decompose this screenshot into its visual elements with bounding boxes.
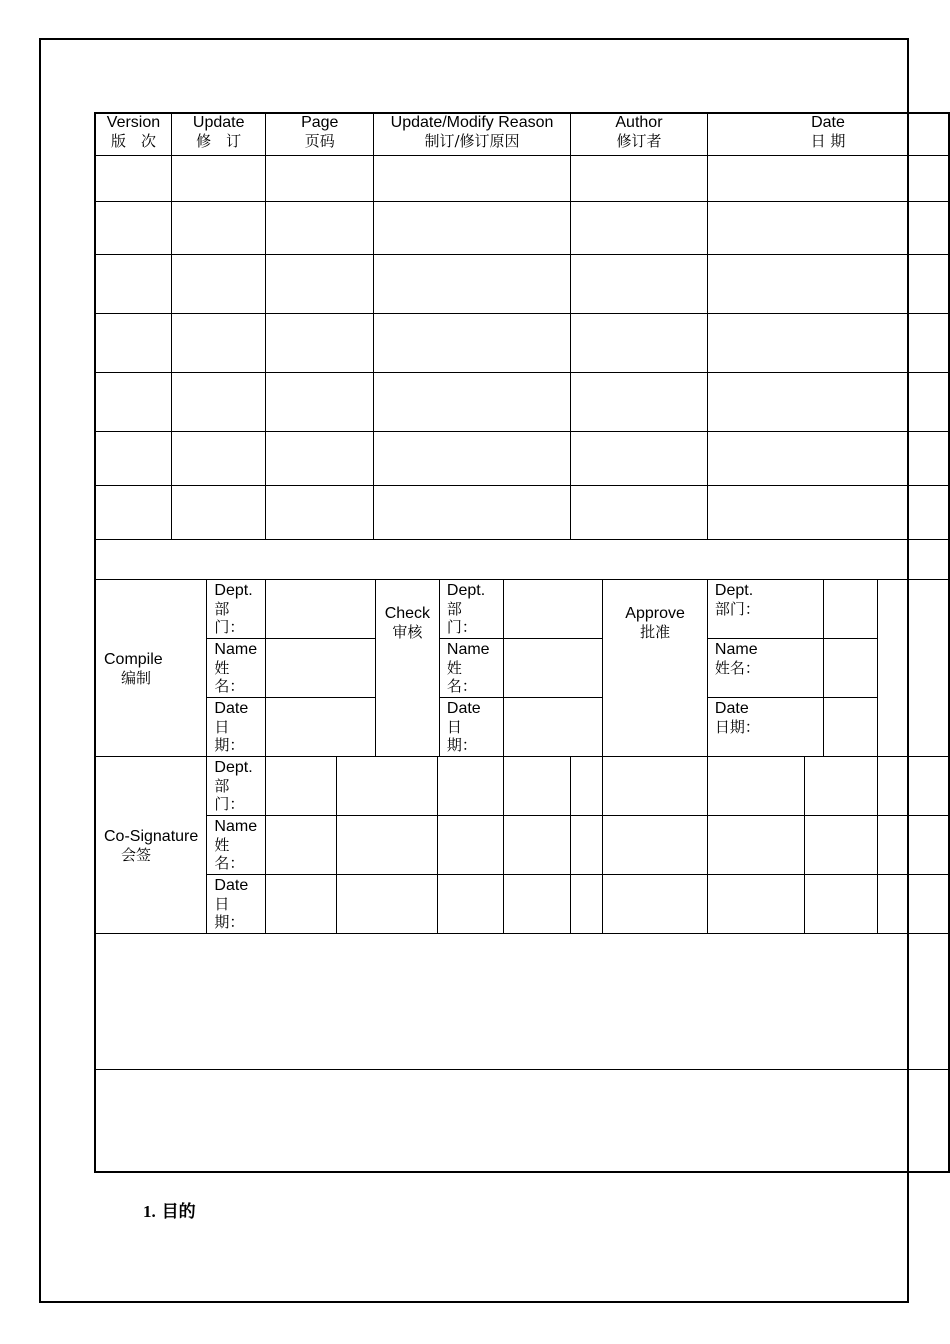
revision-cell[interactable] [95, 155, 171, 201]
revision-row [95, 372, 949, 431]
revision-cell[interactable] [171, 201, 265, 254]
revision-cell[interactable] [95, 485, 171, 539]
cosign-date-label: Date 日 期： [207, 874, 266, 933]
compile-date-field[interactable] [266, 697, 375, 756]
cosign-cell[interactable] [877, 874, 949, 933]
blank-field[interactable] [95, 933, 949, 1069]
cosign-cell[interactable] [437, 815, 503, 874]
revision-cell[interactable] [374, 485, 571, 539]
revision-cell[interactable] [570, 155, 707, 201]
cosign-cell[interactable] [504, 756, 571, 815]
cosign-row-name [95, 815, 949, 874]
approve-dept-field[interactable] [824, 579, 878, 638]
cosign-cell[interactable] [707, 874, 804, 933]
cosign-cell[interactable] [437, 874, 503, 933]
check-date-label: Date 日 期： [439, 697, 503, 756]
check-name-label: Name 姓 名： [439, 638, 503, 697]
revision-cell[interactable] [707, 201, 949, 254]
compile-date-label: Date 日 期： [207, 697, 266, 756]
approve-name-label: Name 姓名： [707, 638, 823, 697]
cosign-cell[interactable] [570, 756, 602, 815]
approval-row-name [95, 638, 949, 697]
revision-cell[interactable] [171, 313, 265, 372]
revision-cell[interactable] [266, 431, 374, 485]
blank-block [95, 1069, 949, 1172]
approve-name-field[interactable] [824, 638, 878, 697]
compile-dept-label: Dept. 部 门： [207, 579, 266, 638]
compile-name-label: Name 姓 名： [207, 638, 266, 697]
page-header: Page 页码 [266, 113, 374, 155]
compile-label: Compile 编制 [95, 579, 207, 756]
revision-cell[interactable] [374, 155, 571, 201]
blank-block [95, 933, 949, 1069]
revision-cell[interactable] [570, 485, 707, 539]
approve-label: Approve 批准 [603, 579, 708, 756]
check-date-field[interactable] [504, 697, 603, 756]
revision-cell[interactable] [266, 254, 374, 313]
revision-cell[interactable] [266, 155, 374, 201]
revision-cell[interactable] [374, 254, 571, 313]
date-header: Date 日 期 [707, 113, 949, 155]
cosign-cell[interactable] [266, 756, 337, 815]
spacer-row [95, 539, 949, 579]
check-dept-label: Dept. 部 门： [439, 579, 503, 638]
revision-cell[interactable] [707, 254, 949, 313]
revision-cell[interactable] [266, 201, 374, 254]
revision-cell[interactable] [707, 313, 949, 372]
cosign-cell[interactable] [570, 874, 602, 933]
revision-cell[interactable] [570, 313, 707, 372]
cosign-cell[interactable] [805, 874, 877, 933]
revision-cell[interactable] [266, 485, 374, 539]
cosign-cell[interactable] [805, 756, 877, 815]
cosign-cell[interactable] [805, 815, 877, 874]
reason-header: Update/Modify Reason 制订/修订原因 [374, 113, 571, 155]
blank-field[interactable] [95, 1069, 949, 1172]
check-dept-field[interactable] [504, 579, 603, 638]
update-header: Update 修 订 [171, 113, 265, 155]
cosign-row-date [95, 874, 949, 933]
section-title: 目的 [161, 1202, 196, 1222]
cosign-cell[interactable] [603, 874, 708, 933]
document-control-table [94, 112, 950, 1173]
approve-dept-label: Dept. 部门： [707, 579, 823, 638]
cosign-name-label: Name 姓 名： [207, 815, 266, 874]
cosign-label: Co-Signature 会签 [95, 756, 207, 933]
revision-cell[interactable] [570, 431, 707, 485]
revision-row [95, 485, 949, 539]
revision-cell[interactable] [374, 313, 571, 372]
revision-row [95, 155, 949, 201]
revision-row [95, 431, 949, 485]
revision-cell[interactable] [374, 431, 571, 485]
revision-header-row [95, 113, 949, 155]
compile-dept-field[interactable] [266, 579, 375, 638]
revision-cell[interactable] [707, 155, 949, 201]
cosign-cell[interactable] [877, 756, 949, 815]
revision-cell[interactable] [374, 201, 571, 254]
revision-cell[interactable] [95, 431, 171, 485]
spacer-cell [95, 539, 949, 579]
revision-cell[interactable] [570, 372, 707, 431]
version-header: Version 版 次 [95, 113, 171, 155]
revision-cell[interactable] [171, 372, 265, 431]
check-label: Check 审核 [375, 579, 439, 756]
cosign-cell[interactable] [570, 815, 602, 874]
cosign-cell[interactable] [336, 756, 437, 815]
cosign-cell[interactable] [336, 874, 437, 933]
approval-row-date [95, 697, 949, 756]
revision-cell[interactable] [95, 201, 171, 254]
revision-cell[interactable] [171, 485, 265, 539]
revision-cell[interactable] [570, 201, 707, 254]
cosign-cell[interactable] [707, 756, 804, 815]
revision-cell[interactable] [374, 372, 571, 431]
revision-cell[interactable] [171, 431, 265, 485]
revision-cell[interactable] [95, 372, 171, 431]
cosign-cell[interactable] [603, 815, 708, 874]
compile-name-field[interactable] [266, 638, 375, 697]
approve-date-field[interactable] [824, 697, 878, 756]
cosign-row-dept [95, 756, 949, 815]
cosign-cell[interactable] [437, 756, 503, 815]
approve-date-label: Date 日期： [707, 697, 823, 756]
section-number: 1. [143, 1202, 156, 1221]
revision-cell[interactable] [707, 485, 949, 539]
cosign-cell[interactable] [336, 815, 437, 874]
approval-row-dept [95, 579, 949, 638]
revision-cell[interactable] [707, 431, 949, 485]
revision-row [95, 254, 949, 313]
revision-cell[interactable] [171, 155, 265, 201]
author-header: Author 修订者 [570, 113, 707, 155]
cosign-cell[interactable] [504, 874, 571, 933]
revision-cell[interactable] [95, 254, 171, 313]
cosign-cell[interactable] [504, 815, 571, 874]
revision-cell[interactable] [266, 372, 374, 431]
cosign-cell[interactable] [707, 815, 804, 874]
section-heading [143, 1197, 196, 1222]
revision-row [95, 201, 949, 254]
revision-cell[interactable] [95, 313, 171, 372]
cosign-cell[interactable] [266, 815, 337, 874]
check-name-field[interactable] [504, 638, 603, 697]
revision-cell[interactable] [570, 254, 707, 313]
cosign-cell[interactable] [266, 874, 337, 933]
revision-cell[interactable] [266, 313, 374, 372]
revision-row [95, 313, 949, 372]
revision-cell[interactable] [707, 372, 949, 431]
revision-cell[interactable] [171, 254, 265, 313]
cosign-dept-label: Dept. 部 门： [207, 756, 266, 815]
cosign-cell[interactable] [603, 756, 708, 815]
cosign-cell[interactable] [877, 815, 949, 874]
